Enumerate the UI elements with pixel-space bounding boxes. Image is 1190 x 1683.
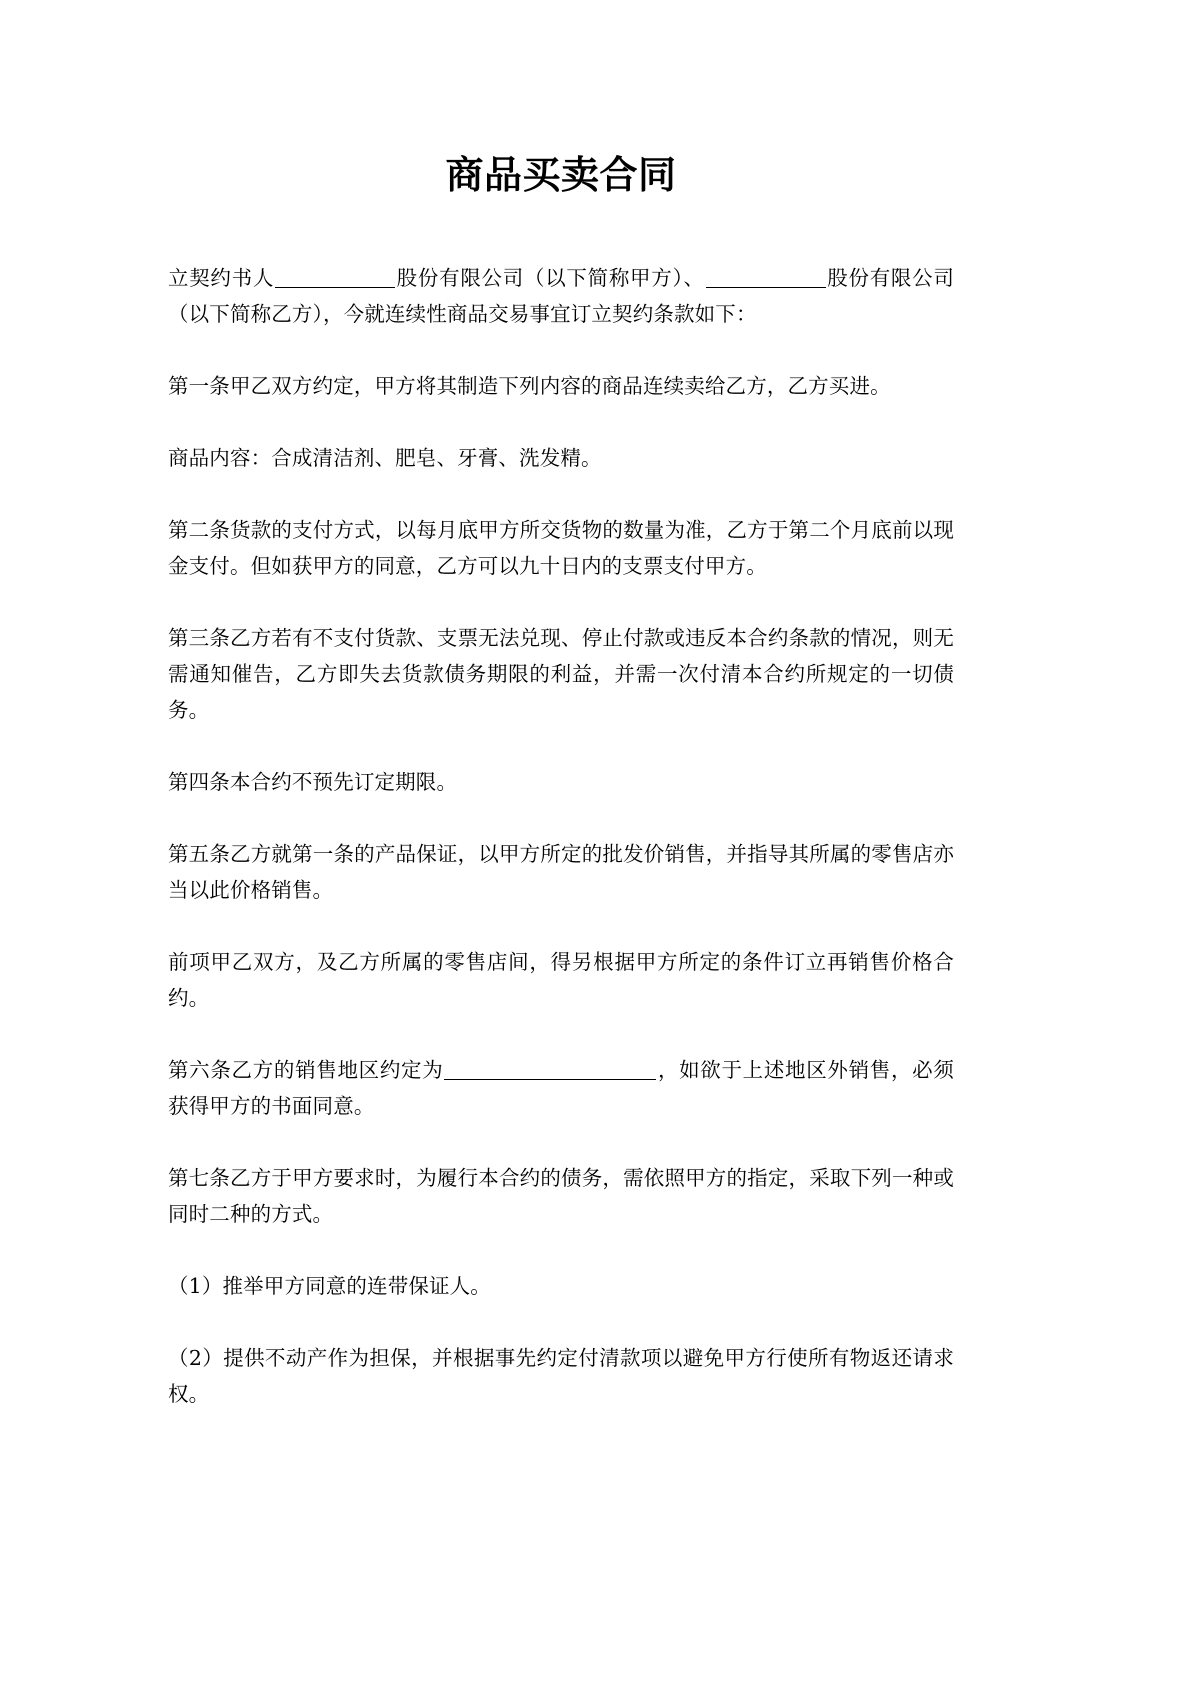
paragraph-article-7: 第七条乙方于甲方要求时，为履行本合约的债务，需依照甲方的指定，采取下列一种或同时二种的方式。	[168, 1165, 954, 1226]
document-body	[168, 260, 954, 1412]
document-content	[168, 0, 954, 1412]
paragraph-article-7-item-1: （1）推举甲方同意的连带保证人。	[168, 1273, 491, 1298]
paragraph-article-5-supplement: 前项甲乙双方，及乙方所属的零售店间，得另根据甲方所定的条件订立再销售价格合约。	[168, 949, 954, 1010]
preamble-text-3: 股份有限公司（以下简称乙方），今就连续性商品交易事宜订立契约条款如下：	[168, 265, 954, 326]
preamble-text-1: 立契约书人	[168, 265, 275, 290]
paragraph-goods-content: 商品内容：合成清洁剂、肥皂、牙膏、洗发精。	[168, 445, 602, 470]
party-a-name-blank[interactable]	[275, 287, 395, 288]
paragraph-article-6	[168, 1052, 954, 1124]
article-6-text-1: 第六条乙方的销售地区约定为	[168, 1057, 444, 1082]
preamble-text-2: 股份有限公司（以下简称甲方）、	[396, 265, 705, 290]
paragraph-article-3: 第三条乙方若有不支付货款、支票无法兑现、停止付款或违反本合约条款的情况，则无需通知催告，乙方即失去货款债务期限的利益，并需一次付清本合约所规定的一切债务。	[168, 625, 954, 722]
paragraph-article-4: 第四条本合约不预先订定期限。	[168, 769, 458, 794]
paragraph-article-2: 第二条货款的支付方式，以每月底甲方所交货物的数量为准，乙方于第二个月底前以现金支付。但如获甲方的同意，乙方可以九十日内的支票支付甲方。	[168, 517, 954, 578]
paragraph-article-7-item-2: （2）提供不动产作为担保，并根据事先约定付清款项以避免甲方行使所有物返还请求权。	[168, 1345, 954, 1406]
article-6-text-2: ，如欲于上述地区外销售，必须获得甲方的书面同意。	[168, 1057, 954, 1118]
page-title: 商品买卖合同	[445, 152, 677, 197]
paragraph-article-5: 第五条乙方就第一条的产品保证，以甲方所定的批发价销售，并指导其所属的零售店亦当以此价格销售。	[168, 841, 954, 902]
paragraph-article-1: 第一条甲乙双方约定，甲方将其制造下列内容的商品连续卖给乙方，乙方买进。	[168, 373, 891, 398]
paragraph-preamble	[168, 260, 954, 332]
party-b-name-blank[interactable]	[706, 287, 826, 288]
sales-region-blank[interactable]	[444, 1079, 656, 1080]
